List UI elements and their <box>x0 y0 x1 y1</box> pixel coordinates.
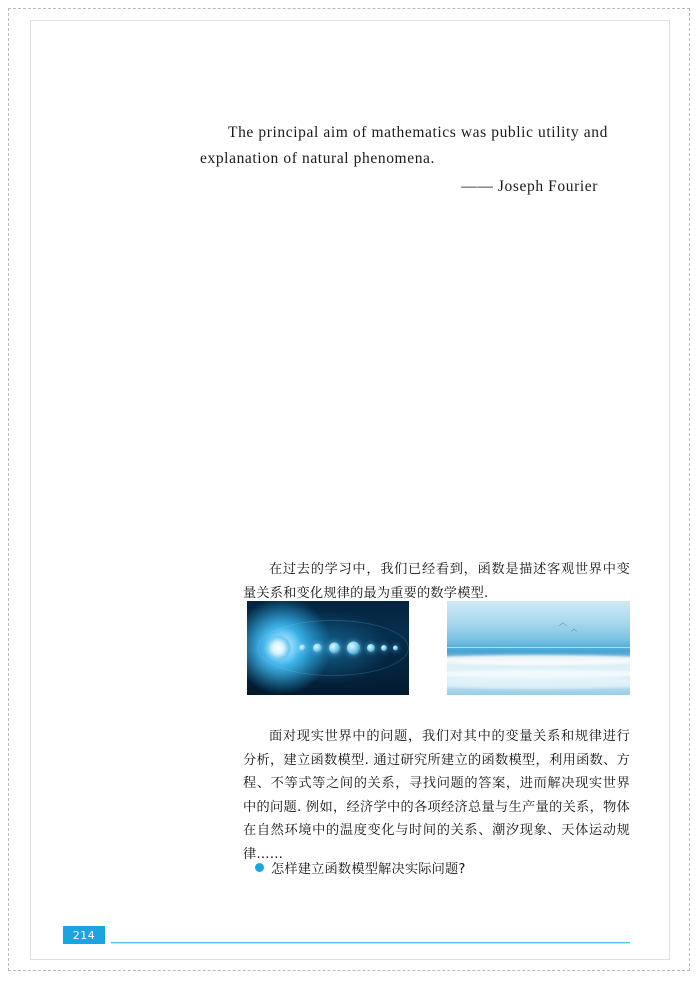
horizon-line <box>447 647 630 648</box>
planet-icon <box>313 644 322 653</box>
epigraph-quote: The principal aim of mathematics was public utility and explanation of natural phenomena. <box>200 124 608 167</box>
guiding-question-text: 怎样建立函数模型解决实际问题? <box>271 862 466 877</box>
planet-icon <box>381 645 387 651</box>
footer-rule-secondary <box>111 943 630 944</box>
ocean-shore-photo <box>447 601 630 695</box>
page-number: 214 <box>63 926 105 944</box>
epigraph-attribution: —— Joseph Fourier <box>461 178 598 195</box>
paragraph-text: 面对现实世界中的问题，我们对其中的变量关系和规律进行分析，建立函数模型. 通过研究所建立的函数模型，利用函数、方程、不等式等之间的关系，寻找问题的答案，进而解决现实世界中的问题. 例如，经济学中的各项经济总量与生产量的关系，物体在自然环境中的温度变化与时间的关系、潮汐现象、天体运动规律…… <box>243 729 630 862</box>
planet-icon <box>367 644 375 652</box>
paragraph-text: 在过去的学习中，我们已经看到，函数是描述客观世界中变量关系和变化规律的最为重要的数学模型. <box>243 562 630 601</box>
sun-icon <box>265 635 291 661</box>
wave-icon <box>447 655 630 665</box>
planet-icon <box>299 645 306 652</box>
bird-icon: ︿ <box>559 618 567 627</box>
planet-icon <box>393 646 398 651</box>
planet-icon <box>329 643 340 654</box>
epigraph <box>200 120 630 196</box>
figure-row <box>247 601 630 695</box>
bird-icon: ︿ <box>571 627 578 633</box>
bullet-dot-icon <box>255 863 264 872</box>
solar-system-photo <box>247 601 409 695</box>
planet-icon <box>347 642 360 655</box>
page-footer <box>63 926 630 944</box>
guiding-question <box>255 858 635 877</box>
wave-icon <box>447 677 630 689</box>
model-paragraph <box>243 712 630 879</box>
